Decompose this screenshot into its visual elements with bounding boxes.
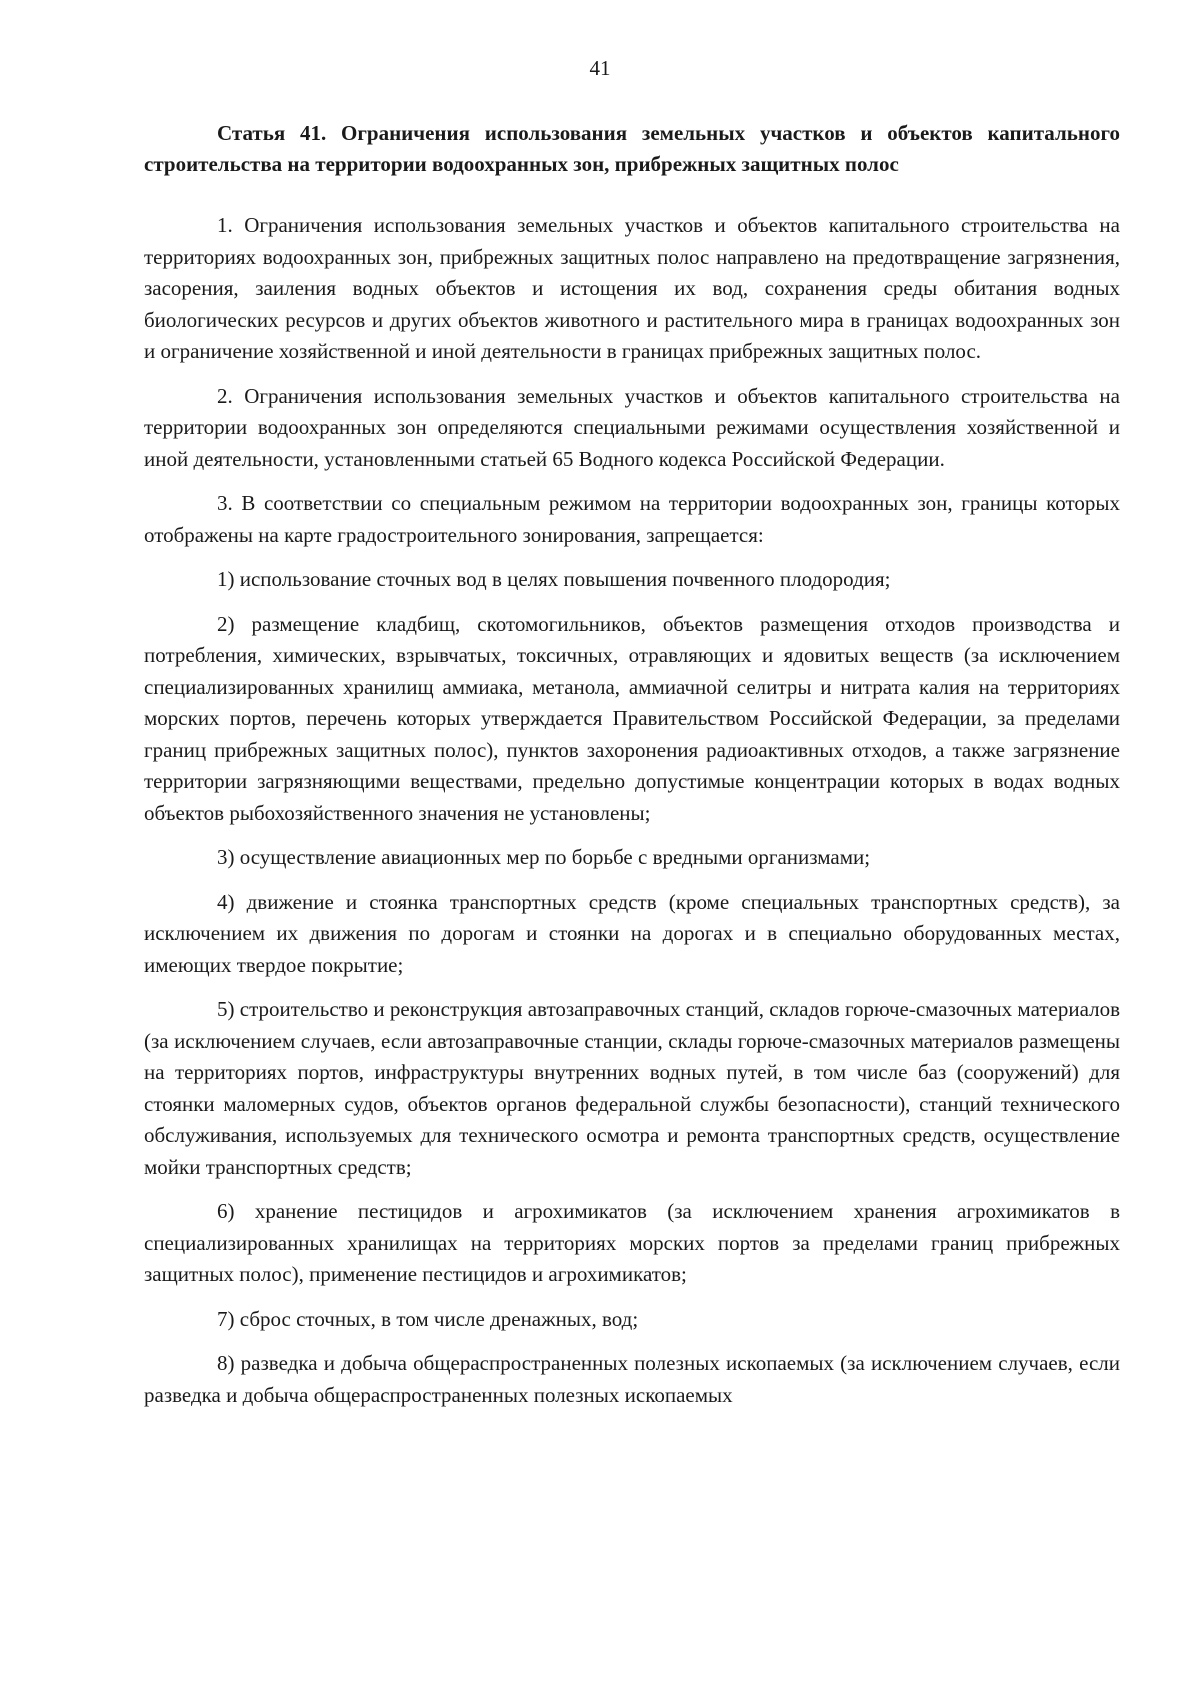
list-item-3: 3) осуществление авиационных мер по борьбе с вредными организмами; (217, 845, 871, 869)
article-title: Статья 41. Ограничения использования земельных участков и объектов капитального строительства на территории водоохранных зон, прибрежных защитных полос (144, 121, 1120, 176)
document-body (144, 118, 1120, 1424)
page-number: 41 (589, 56, 611, 80)
paragraph-2: 2. Ограничения использования земельных участков и объектов капитального строительства на территории водоохранных зон определяются специальными режимами осуществления хозяйственной и иной деятельности, установленными статьей 65 Водного кодекса Российской Федерации. (144, 383, 1120, 471)
list-item-1: 1) использование сточных вод в целях повышения почвенного плодородия; (217, 567, 891, 591)
list-item-5: 5) строительство и реконструкция автозаправочных станций, складов горюче-смазочных материалов (за исключением случаев, если автозаправочные станции, склады горюче-смазочных материалов размещены на территориях портов, инфраструктуры внутренних водных путей, в том числе баз (сооружений) для стоянки маломерных судов, объектов органов федеральной службы безопасности), станций технического обслуживания, используемых для технического осмотра и ремонта транспортных средств, осуществление мойки транспортных средств; (144, 997, 1120, 1179)
list-item-7: 7) сброс сточных, в том числе дренажных, вод; (217, 1306, 639, 1331)
list-item-4: 4) движение и стоянка транспортных средств (кроме специальных транспортных средств), за исключением их движения по дорогам и стоянки на дорогах и в специально оборудованных местах, имеющих твердое покрытие; (144, 889, 1120, 977)
list-item-6: 6) хранение пестицидов и агрохимикатов (за исключением хранения агрохимикатов в специализированных хранилищах на территориях морских портов за пределами границ прибрежных защитных полос), применение пестицидов и агрохимикатов; (144, 1199, 1120, 1286)
list-item-2: 2) размещение кладбищ, скотомогильников, объектов размещения отходов производства и потребления, химических, взрывчатых, токсичных, отравляющих и ядовитых веществ (за исключением специализированных хранилищ аммиака, метанола, аммиачной селитры и нитрата калия на территориях морских портов, перечень которых утверждается Правительством Российской Федерации, за пределами границ прибрежных защитных полос), пунктов захоронения радиоактивных отходов, а также загрязнение территории загрязняющими веществами, предельно допустимые концентрации которых в водах водных объектов рыбохозяйственного значения не установлены; (144, 611, 1120, 825)
paragraph-3: 3. В соответствии со специальным режимом на территории водоохранных зон, границы которых отображены на карте градостроительного зонирования, запрещается: (144, 491, 1120, 547)
list-item-8: 8) разведка и добыча общераспространенных полезных ископаемых (за исключением случаев, если разведка и добыча общераспространенных полезных ископаемых (144, 1351, 1120, 1407)
paragraph-1: 1. Ограничения использования земельных участков и объектов капитального строительства на территориях водоохранных зон, прибрежных защитных полос направлено на предотвращение загрязнения, засорения, заиления водных объектов и истощения их вод, сохранения среды обитания водных биологических ресурсов и других объектов животного и растительного мира в границах водоохранных зон и ограничение хозяйственной и иной деятельности в границах прибрежных защитных полос. (144, 213, 1120, 363)
